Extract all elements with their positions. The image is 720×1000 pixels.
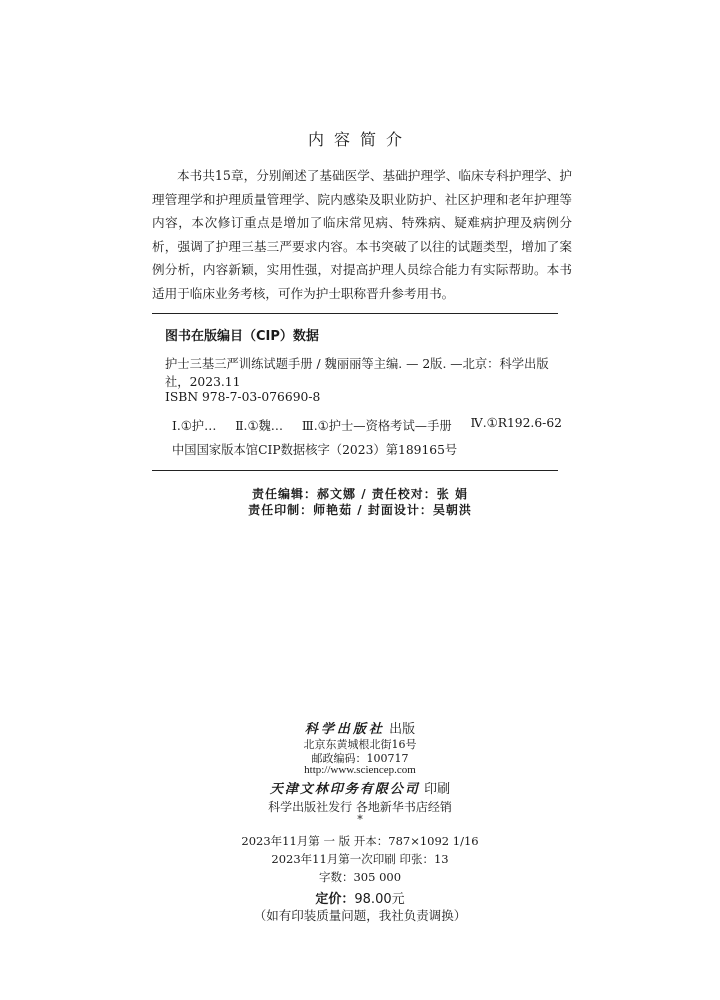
cip-title-line: 护士三基三严训练试题手册 / 魏丽丽等主编. — 2版. —北京：科学出版	[165, 357, 549, 371]
publisher-suffix: 出版	[389, 722, 416, 737]
cip-class-item: Ⅳ.①R192.6-62	[470, 416, 562, 430]
cip-title-line-2: 社，2023.11	[165, 375, 241, 389]
publisher-line	[0, 718, 720, 737]
printer-line	[0, 778, 720, 797]
publisher-url: http://www.sciencep.com	[304, 764, 416, 776]
quality-note: （如有印装质量问题，我社负责调换）	[253, 908, 467, 923]
publisher-postcode: 邮政编码：100717	[311, 752, 409, 765]
word-count: 字数：305 000	[318, 870, 402, 884]
printer-logo-text: 天津文林印务有限公司	[269, 782, 420, 797]
cip-isbn: ISBN 978-7-03-076690-8	[165, 390, 321, 404]
cip-class-item: Ⅲ.①护士—资格考试—手册	[301, 419, 452, 433]
printing-line: 2023年11月第一次印刷 印张：13	[271, 852, 449, 866]
publisher-logo-text: 科学出版社	[304, 722, 385, 737]
cip-top-rule	[152, 313, 558, 314]
distribution-line: 科学出版社发行 各地新华书店经销	[268, 800, 452, 814]
cip-class-item: Ⅰ.①护…	[172, 419, 217, 433]
publisher-address: 北京东黄城根北街16号	[303, 738, 417, 751]
printer-suffix: 印刷	[424, 782, 451, 797]
summary-title: 内容简介	[307, 130, 412, 149]
separator-asterisk: *	[357, 813, 363, 826]
price-line	[0, 888, 720, 907]
price-label: 定价：	[315, 892, 355, 907]
summary-body: 本书共15章，分别阐述了基础医学、基础护理学、临床专科护理学、护理管理学和护理质量管理学、院内感染及职业防护、社区护理和老年护理等内容，本次修订重点是增加了临床常见病、特殊病、疑难病护理及病例分析，强调了护理三基三严要求内容。本书突破了以往的试题类型，增加了案例分析，内容新颖，实用性强，对提高护理人员综合能力有实际帮助。本书适用于临床业务考核，可作为护士职称晋升参考用书。	[152, 168, 572, 301]
price-value: 98.00元	[354, 892, 405, 907]
staff-credits-line-2: 责任印制：师艳茹 / 封面设计：吴朝洪	[248, 503, 472, 517]
cip-bottom-rule	[152, 470, 558, 471]
staff-credits-line-1: 责任编辑：郝文娜 / 责任校对：张 娟	[252, 487, 468, 501]
cip-classification	[172, 416, 562, 434]
edition-line: 2023年11月第 一 版 开本：787×1092 1/16	[241, 834, 479, 848]
cip-record-number: 中国国家版本馆CIP数据核字（2023）第189165号	[172, 443, 458, 457]
cip-heading: 图书在版编目（CIP）数据	[165, 329, 319, 344]
cip-class-item: Ⅱ.①魏…	[235, 419, 284, 433]
